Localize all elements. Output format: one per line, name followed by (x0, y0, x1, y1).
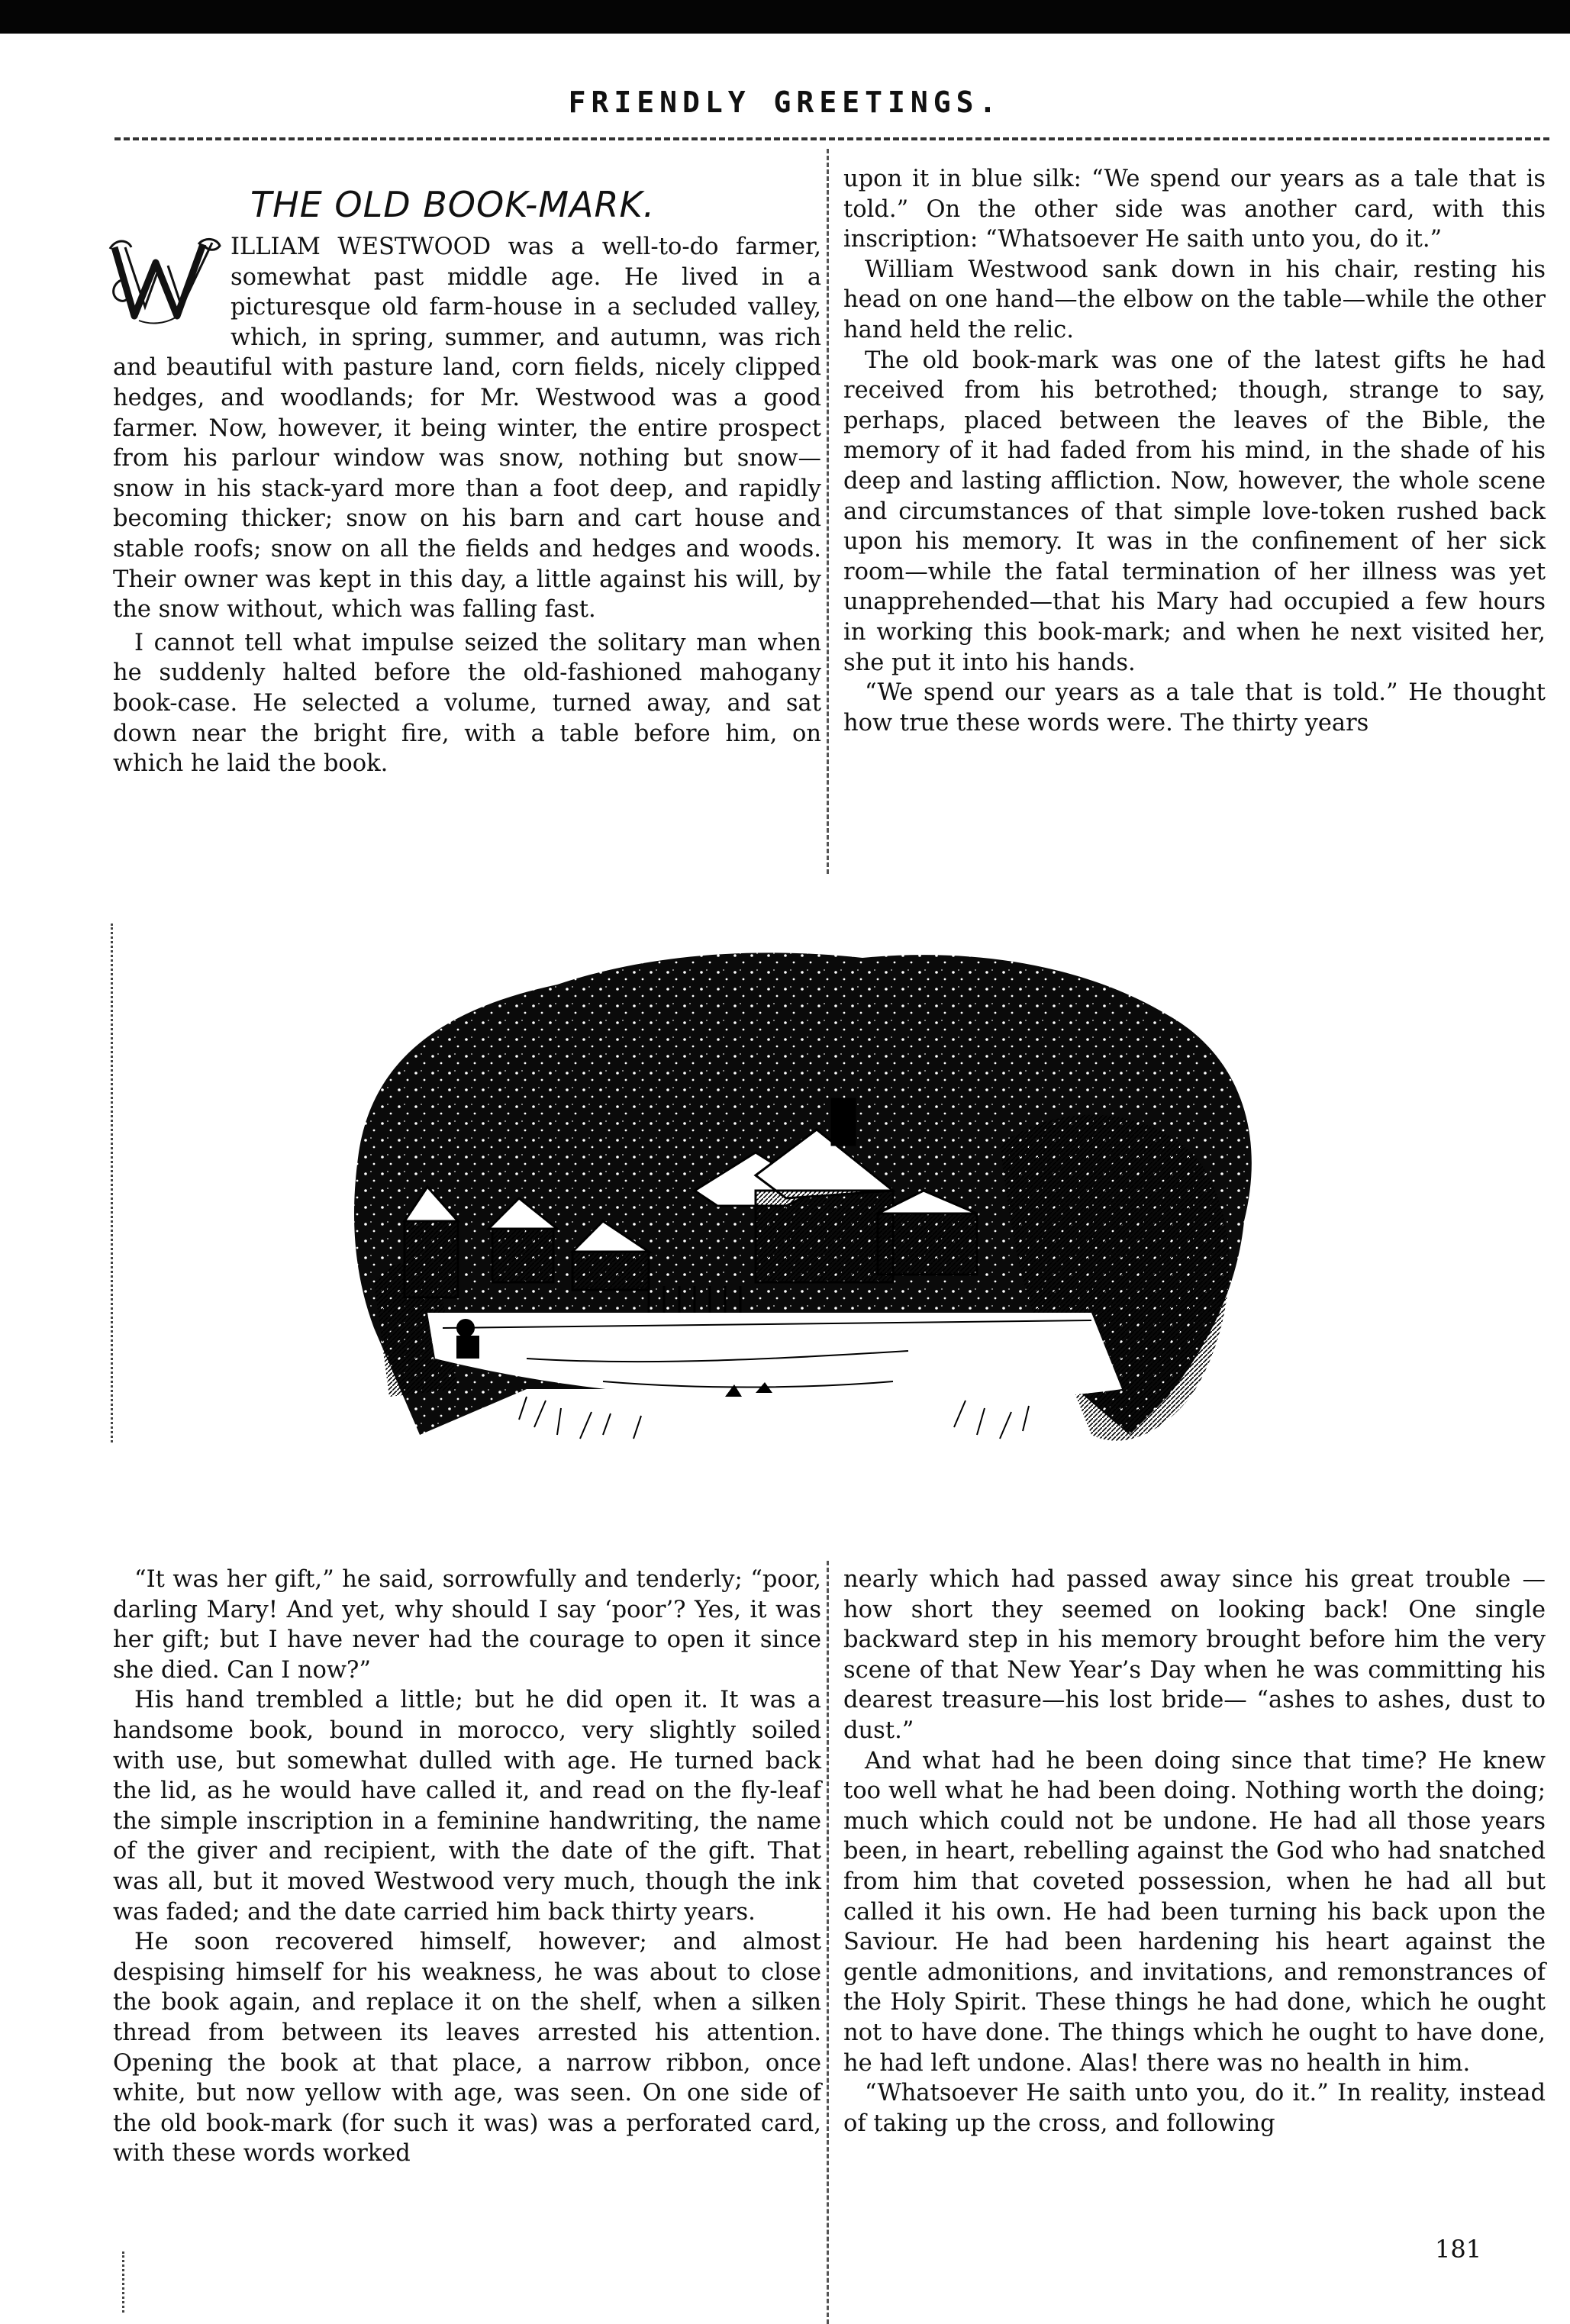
paragraph-text: “We spend our years as a tale that is told.” He thought how true these words were. The thirty years (843, 679, 1546, 737)
winter-farmhouse-engraving (328, 901, 1282, 1511)
paragraph-text: “Whatsoever He saith unto you, do it.” In reality, instead of taking up the cross, and following (843, 2080, 1546, 2137)
margin-speckle (111, 923, 118, 1442)
dropcap-word: ILLIAM (231, 234, 321, 260)
paragraph-text: upon it in blue silk: “We spend our years as a tale that is told.” On the other side was another card, with this inscription: “Whatsoever He saith unto you, do it.” (843, 166, 1546, 253)
article-title: THE OLD BOOK-MARK. (250, 184, 656, 225)
paragraph-text: And what had he been doing since that time? He knew too well what he had been doing. Nothing worth the doing; much which could not be undone. He had all those years been, in heart, rebelling against the God who had snatched from him that coveted possession, when he had all but called it his own. He had been turning his back upon the Saviour. He had been hardening his heart against the gentle admonitions, and invitations, and remonstrances of the Holy Spirit. These things he had done, which he ought not to have done. The things which he ought to have done, he had left undone. Alas! there was no health in him. (843, 1747, 1546, 2077)
column-top-right (843, 164, 1546, 738)
header-rule (114, 137, 1549, 140)
paragraph-text: The old book-mark was one of the latest gifts he had received from his betrothed; though, strange to say, perhaps, placed between the leaves of the Bible, the memory of it had faded from his mind, in the shade of his deep and lasting affliction. Now, however, the whole scene and circumstances of that simple love-token rushed back upon his memory. It was in the confinement of her sick room—while the fatal termination of her illness was yet unapprehended—that his Mary had occupied a few hours in working this book-mark; and when he next visited her, she put it into his hands. (843, 347, 1546, 676)
column-divider (827, 149, 829, 874)
margin-speckle (122, 2251, 129, 2313)
column-bottom-left (113, 1565, 821, 2169)
paragraph-text: was a well-to-do farmer, somewhat past middle age. He lived in a picturesque old farm-house in a secluded valley, which, in spring, summer, and autumn, was rich and beautiful with pasture land, corn fields, nicely clipped hedges, and woodlands; for Mr. Westwood was a good farmer. Now, however, it being winter, the entire prospect from his parlour window was snow, nothing but snow—snow in his stack-yard more than a foot deep, and rapidly becoming thicker; snow on his barn and cart house and stable roofs; snow on all the fields and hedges and woods. Their owner was kept in this day, a little against his will, by the snow without, which was falling fast. (113, 234, 822, 624)
paragraph-text: nearly which had passed away since his great trouble —how short they seemed on looking back! One single backward step in his memory brought before him the very scene of that New Year’s Day when he was committing his dearest treasure—his lost bride— “ashes to ashes, dust to dust.” (843, 1566, 1546, 1744)
foreground-grass (519, 1397, 1029, 1439)
running-head: FRIENDLY GREETINGS. (568, 85, 1002, 119)
top-border-bar (0, 0, 1570, 34)
paragraph-text: William Westwood sank down in his chair, resting his head on one hand—the elbow on the table—while the other hand held the relic. (843, 256, 1546, 343)
paragraph-text: I cannot tell what impulse seized the solitary man when he suddenly halted before the old-fashioned mahogany book-case. He selected a volume, turned away, and sat down near the bright fire, with a table before him, on which he laid the book. (113, 629, 821, 778)
paragraph-opening (113, 232, 821, 625)
column-bottom-right (843, 1565, 1546, 2139)
page-number: 181 (1435, 2235, 1482, 2264)
surname-smallcaps: WESTWOOD (337, 234, 492, 260)
column-divider (827, 1561, 829, 2324)
paragraph-text: He soon recovered himself, however; and almost despising himself for his weakness, he was about to close the book again, and replace it on the shelf, when a silken thread from between its leaves arrested his attention. Opening the book at that place, a narrow ribbon, once white, but now yellow with age, was seen. On one side of the old book-mark (for such it was) was a perforated card, with these words worked (113, 1929, 821, 2168)
paragraph-text: “It was her gift,” he said, sorrowfully and tenderly; “poor, darling Mary! And yet, why should I say ‘poor’? Yes, it was her gift; but I have never had the courage to open it since she died. Can I now?” (113, 1566, 821, 1684)
decorative-initial-w-icon (108, 234, 223, 325)
column-top-left (113, 183, 821, 779)
paragraph-text: His hand trembled a little; but he did open it. It was a handsome book, bound in morocco, very slightly soiled with use, but somewhat dulled with age. He turned back the lid, as he would have called it, and read on the fly-leaf the simple inscription in a feminine handwriting, the name of the giver and recipient, with the date of the gift. That was all, but it moved Westwood very much, though the ink was faded; and the date carried him back thirty years. (113, 1687, 821, 1926)
